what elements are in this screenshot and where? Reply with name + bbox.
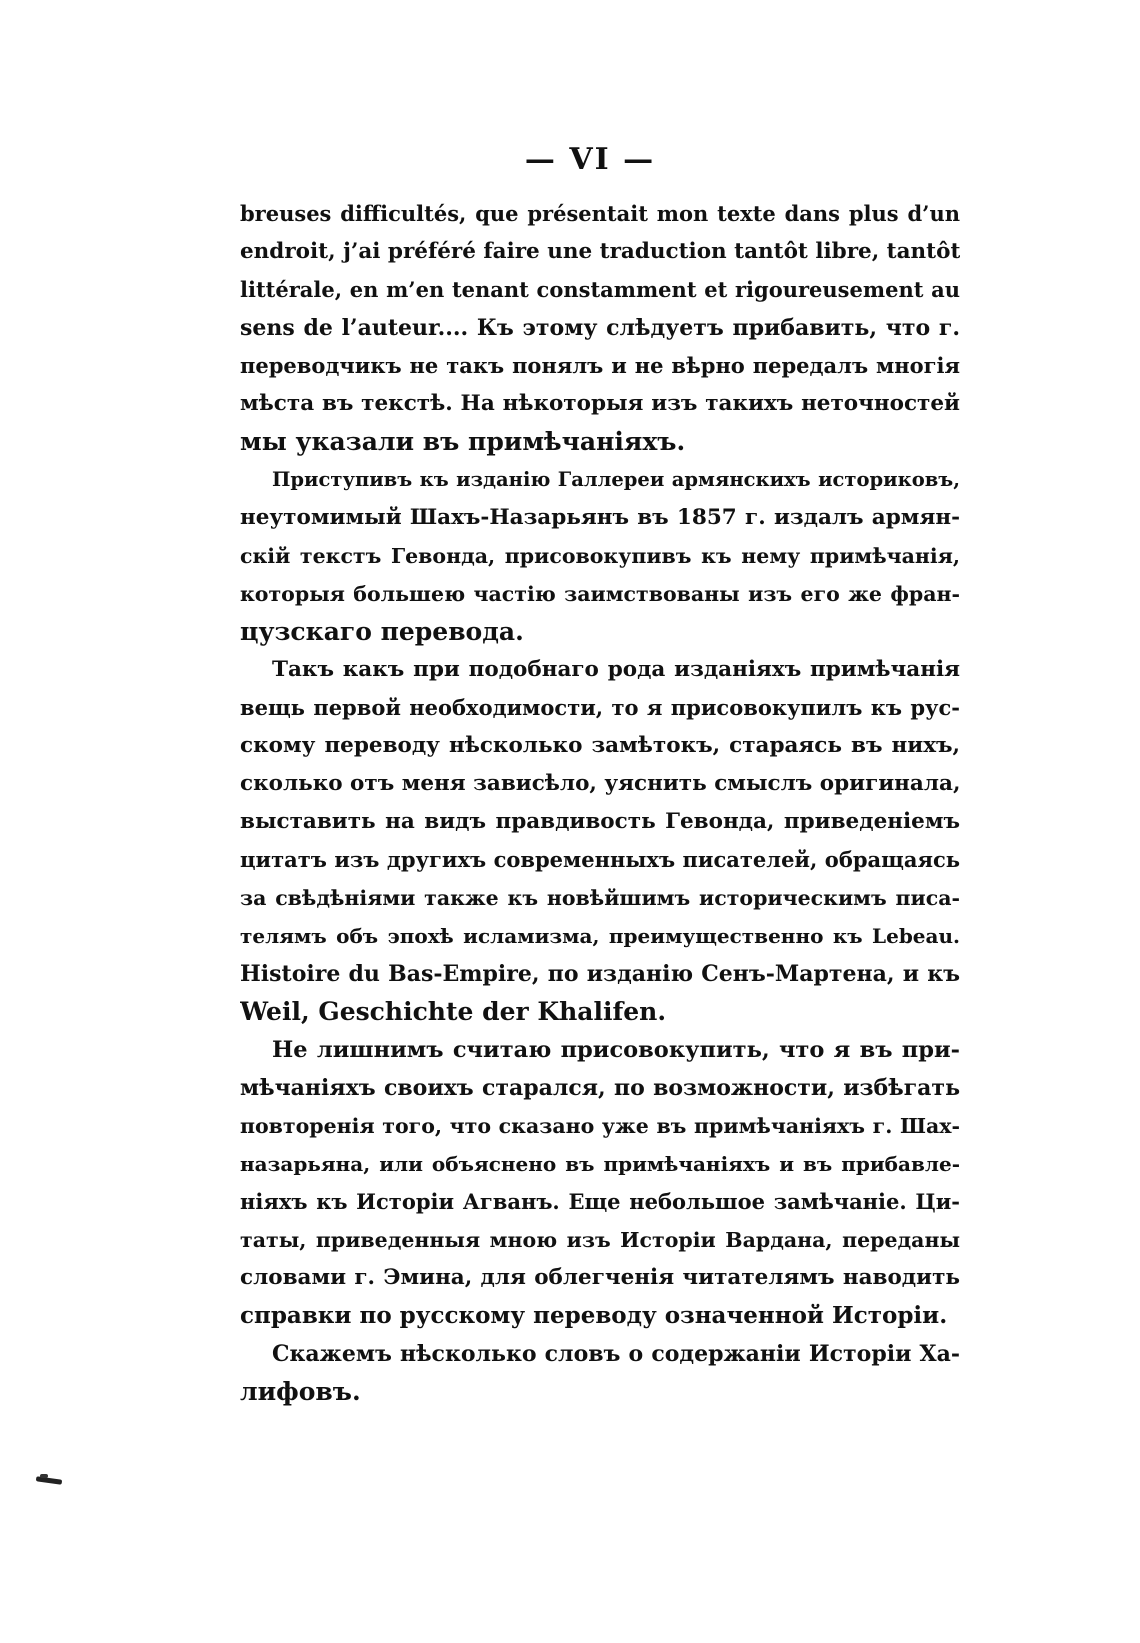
text-line: за свѣдѣніями также къ новѣйшимъ историческимъ писа-	[240, 886, 960, 910]
text-line: ніяхъ къ Исторіи Агванъ. Еще небольшое замѣчаніе. Ци-	[240, 1189, 960, 1214]
text-line: выставить на видъ правдивость Гевонда, приведеніемъ	[240, 809, 960, 834]
paragraph-5	[240, 1335, 960, 1411]
body-text	[240, 195, 960, 1411]
paragraph-4	[240, 1031, 960, 1335]
text-line: Приступивъ къ изданію Галлереи армянскихъ историковъ,	[272, 468, 960, 491]
text-line: littérale, en m’en tenant constamment et rigoureusement au	[240, 277, 960, 302]
text-line: цузскаго перевода.	[240, 617, 524, 646]
text-line: скій текстъ Гевонда, присовокупивъ къ нему примѣчанія,	[240, 544, 960, 568]
text-line: мѣчаніяхъ своихъ старался, по возможности, избѣгать	[240, 1075, 960, 1101]
text-line: мѣста въ текстѣ. На нѣкоторыя изъ такихъ неточностей	[240, 391, 960, 416]
text-line: словами г. Эмина, для облегченія читателямъ наводить	[240, 1265, 960, 1290]
text-line: Histoire du Bas-Empire, по изданію Сенъ-Мартена, и къ	[240, 961, 960, 987]
text-line: лифовъ.	[240, 1377, 361, 1406]
paragraph-2	[240, 461, 960, 651]
text-line: таты, приведенныя мною изъ Исторіи Вардана, переданы	[240, 1228, 960, 1252]
page-number: — VI —	[524, 142, 656, 177]
text-line: переводчикъ не такъ понялъ и не вѣрно передалъ многія	[240, 353, 960, 378]
paragraph-1	[240, 195, 960, 461]
text-line: повторенія того, что сказано уже въ примѣчаніяхъ г. Шах-	[240, 1114, 960, 1138]
text-line: Не лишнимъ считаю присовокупить, что я въ при-	[272, 1037, 960, 1063]
ink-speck	[40, 1474, 48, 1478]
text-line: цитатъ изъ другихъ современныхъ писателей, обращаясь	[240, 847, 960, 872]
text-line: справки по русскому переводу означенной Исторіи.	[240, 1302, 948, 1329]
text-line: endroit, j’ai préféré faire une traduction tantôt libre, tantôt	[240, 239, 960, 264]
text-line: неутомимый Шахъ-Назарьянъ въ 1857 г. издалъ армян-	[240, 505, 960, 530]
text-line: которыя большею частію заимствованы изъ его же фран-	[240, 582, 960, 606]
text-line: назарьяна, или объяснено въ примѣчаніяхъ и въ прибавле-	[240, 1152, 960, 1176]
paragraph-3	[240, 651, 960, 1031]
text-line: Такъ какъ при подобнаго рода изданіяхъ примѣчанія	[272, 657, 960, 682]
text-line: мы указали въ примѣчаніяхъ.	[240, 427, 686, 456]
text-line: Скажемъ нѣсколько словъ о содержаніи Исторіи Ха-	[272, 1341, 960, 1367]
text-line: Weil, Geschichte der Khalifen.	[240, 997, 667, 1026]
text-line: вещь первой необходимости, то я присовокупилъ къ рус-	[240, 695, 960, 720]
text-line: скому переводу нѣсколько замѣтокъ, стараясь въ нихъ,	[240, 733, 960, 758]
text-line: сколько отъ меня зависѣло, уяснить смыслъ оригинала,	[240, 771, 960, 796]
text-line: breuses difficultés, que présentait mon texte dans plus d’un	[240, 201, 960, 226]
text-line: телямъ объ эпохѣ исламизма, преимущественно къ Lebeau.	[240, 924, 960, 948]
text-line: sens de l’auteur.... Къ этому слѣдуетъ прибавить, что г.	[240, 315, 960, 341]
